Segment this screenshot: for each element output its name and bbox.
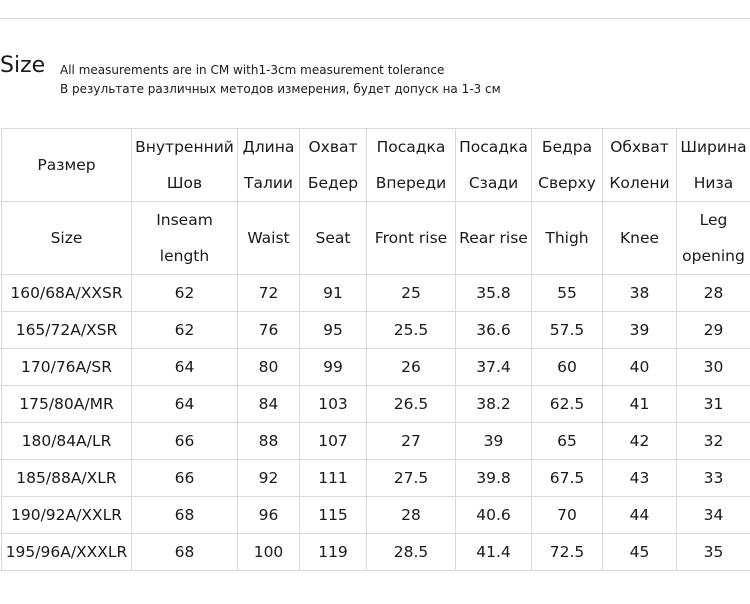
table-cell-leg-opening: 35 bbox=[677, 534, 750, 571]
table-cell-front-rise: 25 bbox=[367, 275, 456, 312]
header-cell-en-inseam bbox=[132, 202, 238, 275]
header-cell-ru-knee bbox=[603, 129, 677, 202]
table-cell-knee: 45 bbox=[603, 534, 677, 571]
header-label-line: length bbox=[159, 247, 210, 265]
header-label-line: Обхват bbox=[610, 138, 669, 156]
table-cell-rear-rise: 37.4 bbox=[456, 349, 532, 386]
header-row-en bbox=[2, 202, 750, 275]
header-label-line: Size bbox=[50, 229, 83, 247]
table-cell-seat: 95 bbox=[300, 312, 367, 349]
header-cell-ru-size bbox=[2, 129, 132, 202]
table-cell-seat: 111 bbox=[300, 460, 367, 497]
table-cell-seat: 103 bbox=[300, 386, 367, 423]
table-row bbox=[2, 534, 750, 571]
header-label-line: Впереди bbox=[375, 174, 447, 192]
table-row bbox=[2, 497, 750, 534]
table-row bbox=[2, 275, 750, 312]
table-cell-size: 165/72A/XSR bbox=[2, 312, 132, 349]
table-cell-seat: 107 bbox=[300, 423, 367, 460]
table-cell-leg-opening: 33 bbox=[677, 460, 750, 497]
table-row bbox=[2, 423, 750, 460]
header-label-line: Сверху bbox=[538, 174, 596, 192]
header-label-line: Бедер bbox=[307, 174, 359, 192]
table-cell-thigh: 55 bbox=[532, 275, 603, 312]
header-label-line: Посадка bbox=[459, 138, 528, 156]
table-cell-inseam: 66 bbox=[132, 460, 238, 497]
table-cell-waist: 92 bbox=[238, 460, 300, 497]
header-cell-en-thigh bbox=[532, 202, 603, 275]
table-row bbox=[2, 349, 750, 386]
table-cell-front-rise: 28.5 bbox=[367, 534, 456, 571]
table-cell-seat: 119 bbox=[300, 534, 367, 571]
table-cell-rear-rise: 39.8 bbox=[456, 460, 532, 497]
header-row-ru bbox=[2, 129, 750, 202]
table-cell-rear-rise: 36.6 bbox=[456, 312, 532, 349]
table-cell-size: 160/68A/XXSR bbox=[2, 275, 132, 312]
table-cell-thigh: 62.5 bbox=[532, 386, 603, 423]
table-cell-size: 195/96A/XXXLR bbox=[2, 534, 132, 571]
table-cell-leg-opening: 34 bbox=[677, 497, 750, 534]
table-cell-front-rise: 25.5 bbox=[367, 312, 456, 349]
header-label-line: Бедра bbox=[541, 138, 593, 156]
header-cell-en-waist bbox=[238, 202, 300, 275]
header-label-line: Seat bbox=[315, 229, 351, 247]
header-label-line: Внутренний bbox=[135, 138, 234, 156]
table-cell-waist: 88 bbox=[238, 423, 300, 460]
header-cell-en-knee bbox=[603, 202, 677, 275]
header-label-line: Knee bbox=[619, 229, 660, 247]
table-cell-leg-opening: 32 bbox=[677, 423, 750, 460]
table-cell-seat: 91 bbox=[300, 275, 367, 312]
table-cell-size: 185/88A/XLR bbox=[2, 460, 132, 497]
header-cell-en-seat bbox=[300, 202, 367, 275]
table-row bbox=[2, 460, 750, 497]
table-cell-thigh: 57.5 bbox=[532, 312, 603, 349]
table-cell-front-rise: 26 bbox=[367, 349, 456, 386]
table-cell-knee: 39 bbox=[603, 312, 677, 349]
size-chart-table bbox=[1, 128, 750, 571]
header-label-line: Низа bbox=[693, 174, 734, 192]
header-label-line: Длина bbox=[242, 138, 295, 156]
table-cell-inseam: 62 bbox=[132, 275, 238, 312]
table-cell-waist: 72 bbox=[238, 275, 300, 312]
table-row bbox=[2, 386, 750, 423]
table-cell-rear-rise: 41.4 bbox=[456, 534, 532, 571]
top-divider bbox=[0, 18, 750, 19]
note-russian: В результате различных методов измерения, будет допуск на 1-3 см bbox=[60, 82, 501, 96]
table-cell-thigh: 72.5 bbox=[532, 534, 603, 571]
header-cell-en-leg-opening bbox=[677, 202, 750, 275]
table-cell-waist: 100 bbox=[238, 534, 300, 571]
header-label-line: Посадка bbox=[376, 138, 446, 156]
header-label-line: Размер bbox=[37, 156, 96, 174]
header-cell-ru-seat bbox=[300, 129, 367, 202]
table-cell-inseam: 68 bbox=[132, 497, 238, 534]
header-label-line: Leg bbox=[699, 211, 728, 229]
table-cell-rear-rise: 39 bbox=[456, 423, 532, 460]
header-label-line: opening bbox=[682, 247, 745, 265]
header-cell-en-rear-rise bbox=[456, 202, 532, 275]
header-cell-en-size bbox=[2, 202, 132, 275]
table-cell-waist: 96 bbox=[238, 497, 300, 534]
table-cell-inseam: 68 bbox=[132, 534, 238, 571]
header-label-line: Front rise bbox=[374, 229, 448, 247]
table-cell-inseam: 64 bbox=[132, 349, 238, 386]
note-english: All measurements are in CM with1-3cm measurement tolerance bbox=[60, 63, 445, 77]
header-cell-en-front-rise bbox=[367, 202, 456, 275]
table-cell-leg-opening: 28 bbox=[677, 275, 750, 312]
header-cell-ru-front-rise bbox=[367, 129, 456, 202]
table-cell-thigh: 65 bbox=[532, 423, 603, 460]
table-cell-inseam: 66 bbox=[132, 423, 238, 460]
header-label-line: Охват bbox=[308, 138, 358, 156]
table-cell-size: 180/84A/LR bbox=[2, 423, 132, 460]
table-cell-knee: 41 bbox=[603, 386, 677, 423]
table-cell-thigh: 67.5 bbox=[532, 460, 603, 497]
table-cell-thigh: 70 bbox=[532, 497, 603, 534]
table-cell-leg-opening: 29 bbox=[677, 312, 750, 349]
table-cell-thigh: 60 bbox=[532, 349, 603, 386]
size-chart-body bbox=[2, 129, 750, 571]
header-label-line: Inseam bbox=[156, 211, 213, 229]
header-label-line: Waist bbox=[247, 229, 290, 247]
header-cell-ru-leg-opening bbox=[677, 129, 750, 202]
table-cell-leg-opening: 31 bbox=[677, 386, 750, 423]
page-title: Size bbox=[0, 53, 46, 78]
table-cell-rear-rise: 35.8 bbox=[456, 275, 532, 312]
table-cell-leg-opening: 30 bbox=[677, 349, 750, 386]
table-cell-inseam: 62 bbox=[132, 312, 238, 349]
header-cell-ru-thigh bbox=[532, 129, 603, 202]
header-label-line: Rear rise bbox=[459, 229, 528, 247]
header-cell-ru-inseam bbox=[132, 129, 238, 202]
table-cell-rear-rise: 40.6 bbox=[456, 497, 532, 534]
table-cell-knee: 38 bbox=[603, 275, 677, 312]
header-label-line: Thigh bbox=[545, 229, 589, 247]
table-cell-knee: 44 bbox=[603, 497, 677, 534]
table-cell-waist: 80 bbox=[238, 349, 300, 386]
table-cell-size: 190/92A/XXLR bbox=[2, 497, 132, 534]
table-cell-knee: 40 bbox=[603, 349, 677, 386]
table-cell-front-rise: 28 bbox=[367, 497, 456, 534]
table-row bbox=[2, 312, 750, 349]
table-cell-knee: 42 bbox=[603, 423, 677, 460]
measurement-notes bbox=[60, 61, 501, 99]
header-label-line: Колени bbox=[609, 174, 670, 192]
header-cell-ru-waist bbox=[238, 129, 300, 202]
table-cell-front-rise: 27 bbox=[367, 423, 456, 460]
header-label-line: Шов bbox=[166, 174, 203, 192]
header-label-line: Ширина bbox=[680, 138, 747, 156]
table-cell-front-rise: 26.5 bbox=[367, 386, 456, 423]
table-cell-size: 175/80A/MR bbox=[2, 386, 132, 423]
header-cell-ru-rear-rise bbox=[456, 129, 532, 202]
table-cell-seat: 99 bbox=[300, 349, 367, 386]
table-cell-seat: 115 bbox=[300, 497, 367, 534]
table-cell-waist: 76 bbox=[238, 312, 300, 349]
table-cell-waist: 84 bbox=[238, 386, 300, 423]
table-cell-rear-rise: 38.2 bbox=[456, 386, 532, 423]
header-label-line: Талии bbox=[243, 174, 294, 192]
table-cell-inseam: 64 bbox=[132, 386, 238, 423]
table-cell-front-rise: 27.5 bbox=[367, 460, 456, 497]
table-cell-knee: 43 bbox=[603, 460, 677, 497]
header-label-line: Сзади bbox=[468, 174, 519, 192]
table-cell-size: 170/76A/SR bbox=[2, 349, 132, 386]
